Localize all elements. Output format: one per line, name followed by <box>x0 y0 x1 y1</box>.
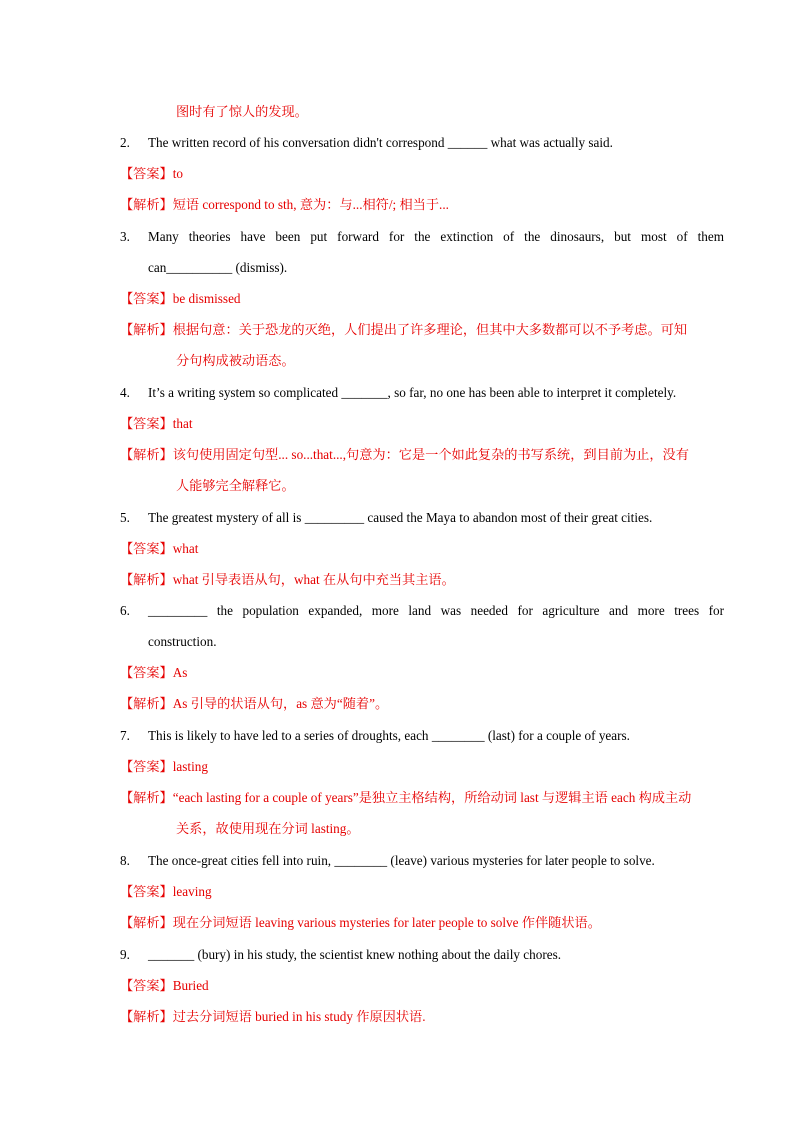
question-text: Many theories have been put forward for the extinction of the dinosaurs, but most of them <box>148 229 724 244</box>
answer-text: Buried <box>172 978 209 993</box>
answer-label: 【答案】 <box>120 884 173 899</box>
analysis-label: 【解析】 <box>120 447 173 462</box>
analysis-row <box>120 196 449 214</box>
question-text: _______ (bury) in his study, the scientist knew nothing about the daily chores. <box>148 947 562 962</box>
answer-row <box>120 883 212 901</box>
analysis-text: 短语 correspond to sth, 意为：与...相符/; 相当于... <box>172 197 449 212</box>
question-number: 4. <box>120 385 130 400</box>
question-text: The greatest mystery of all is _________ caused the Maya to abandon most of their great cities. <box>148 510 653 525</box>
analysis-text: what 引导表语从句，what 在从句中充当其主语。 <box>172 572 455 587</box>
question-number: 5. <box>120 510 130 525</box>
question-text-continued: can__________ (dismiss). <box>148 260 288 275</box>
answer-row <box>120 165 183 183</box>
question-text: The written record of his conversation didn't correspond ______ what was actually said. <box>148 135 613 150</box>
analysis-row <box>120 914 601 932</box>
analysis-label: 【解析】 <box>120 1009 173 1024</box>
question-text-continued: construction. <box>148 634 217 649</box>
analysis-text: 过去分词短语 buried in his study 作原因状语. <box>172 1009 426 1024</box>
analysis-label: 【解析】 <box>120 915 173 930</box>
question-number: 3. <box>120 229 130 244</box>
question-text: It’s a writing system so complicated _______, so far, no one has been able to interpret it completely. <box>148 385 677 400</box>
analysis-row <box>120 789 691 807</box>
analysis-text: As 引导的状语从句，as 意为“随着”。 <box>172 696 389 711</box>
analysis-row <box>120 321 687 339</box>
analysis-text: 现在分词短语 leaving various mysteries for later people to solve 作伴随状语。 <box>172 915 601 930</box>
answer-text: to <box>172 166 184 181</box>
analysis-label: 【解析】 <box>120 322 173 337</box>
answer-text: be dismissed <box>172 291 241 306</box>
question-text: The once-great cities fell into ruin, ________ (leave) various mysteries for later people to solve. <box>148 853 655 868</box>
answer-label: 【答案】 <box>120 978 173 993</box>
analysis-text-continued: 人能够完全解释它。 <box>176 478 295 493</box>
question-number: 7. <box>120 728 130 743</box>
analysis-text: “each lasting for a couple of years”是独立主格结构，所给动词 last 与逻辑主语 each 构成主动 <box>172 790 692 805</box>
answer-label: 【答案】 <box>120 416 173 431</box>
answer-label: 【答案】 <box>120 291 173 306</box>
analysis-text: 该句使用固定句型... so...that...,句意为：它是一个如此复杂的书写系统，到目前为止，没有 <box>172 447 689 462</box>
answer-row <box>120 290 241 308</box>
answer-text: lasting <box>172 759 208 774</box>
analysis-label: 【解析】 <box>120 572 173 587</box>
analysis-label: 【解析】 <box>120 197 173 212</box>
analysis-label: 【解析】 <box>120 696 173 711</box>
analysis-row <box>120 446 689 464</box>
answer-text: As <box>172 665 188 680</box>
answer-row <box>120 758 208 776</box>
answer-label: 【答案】 <box>120 541 173 556</box>
answer-row <box>120 415 193 433</box>
analysis-text: 根据句意：关于恐龙的灭绝，人们提出了许多理论，但其中大多数都可以不予考虑。可知 <box>172 322 688 337</box>
analysis-row <box>120 1008 426 1026</box>
analysis-row <box>120 695 388 713</box>
answer-label: 【答案】 <box>120 665 173 680</box>
answer-label: 【答案】 <box>120 759 173 774</box>
answer-row <box>120 540 198 558</box>
answer-row <box>120 664 187 682</box>
question-number: 9. <box>120 947 130 962</box>
answer-text: what <box>172 541 199 556</box>
question-text: _________ the population expanded, more land was needed for agriculture and more trees for <box>148 603 724 618</box>
question-number: 6. <box>120 603 130 618</box>
analysis-continuation: 图时有了惊人的发现。 <box>176 104 308 119</box>
analysis-row <box>120 571 455 589</box>
question-number: 8. <box>120 853 130 868</box>
analysis-text-continued: 分句构成被动语态。 <box>176 353 295 368</box>
question-text: This is likely to have led to a series of droughts, each ________ (last) for a couple of years. <box>148 728 630 743</box>
answer-text: leaving <box>172 884 212 899</box>
analysis-label: 【解析】 <box>120 790 173 805</box>
question-number: 2. <box>120 135 130 150</box>
answer-label: 【答案】 <box>120 166 173 181</box>
analysis-text-continued: 关系，故使用现在分词 lasting。 <box>176 821 360 836</box>
answer-text: that <box>172 416 193 431</box>
answer-row <box>120 977 209 995</box>
